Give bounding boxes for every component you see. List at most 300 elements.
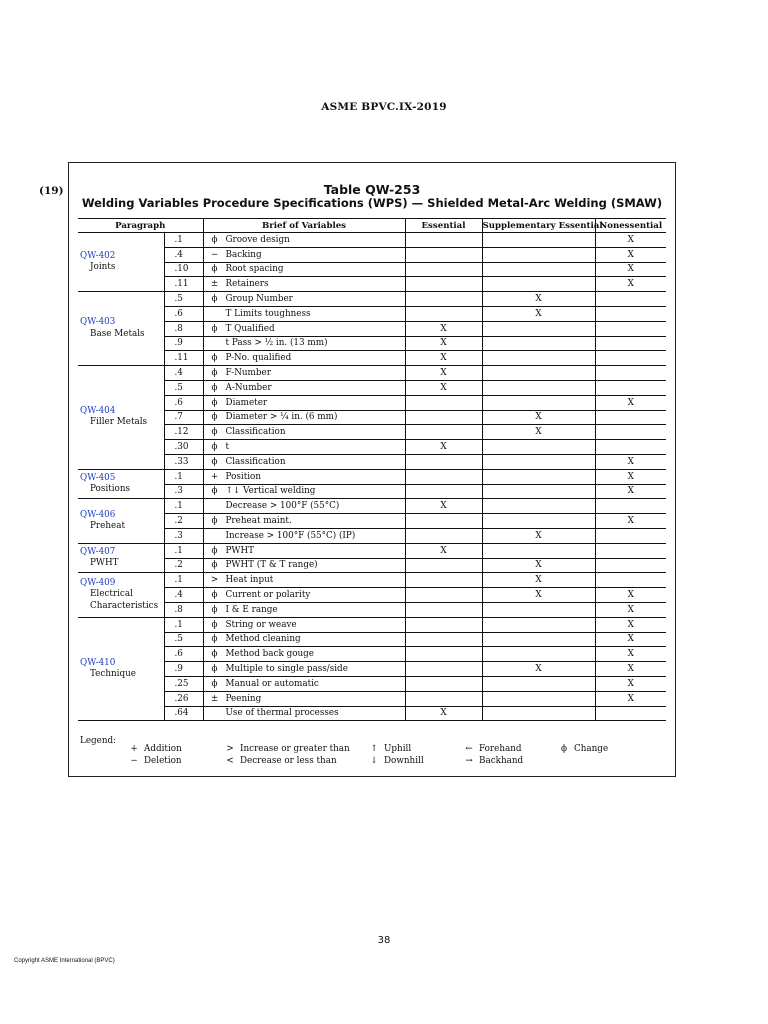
supplementary-cell: [482, 514, 595, 529]
variable-symbol: ϕ: [211, 412, 218, 423]
variable-number: .3: [164, 484, 203, 499]
table-row: [78, 380, 666, 395]
variable-number: .5: [164, 632, 203, 647]
supplementary-cell: [482, 321, 595, 336]
variable-text: T Qualified: [225, 323, 275, 334]
paragraph-group: [78, 366, 164, 470]
essential-cell: [405, 395, 482, 410]
supplementary-cell: X: [482, 292, 595, 307]
supplementary-cell: X: [482, 410, 595, 425]
table-row: [78, 233, 666, 248]
table-row: [78, 321, 666, 336]
paragraph-description: Joints: [90, 262, 116, 273]
variable-number: .4: [164, 247, 203, 262]
variable-brief: [203, 602, 405, 617]
variable-text: Retainers: [225, 279, 269, 290]
variable-brief: [203, 676, 405, 691]
table-row: [78, 292, 666, 307]
variable-brief: [203, 306, 405, 321]
variable-number: .2: [164, 514, 203, 529]
nonessential-cell: [595, 321, 666, 336]
table-subtitle: Welding Variables Procedure Specifications (WPS) — Shielded Metal-Arc Welding (SMAW): [81, 196, 663, 210]
col-header-essential: Essential: [405, 219, 482, 233]
variable-text: t: [225, 442, 230, 453]
table-title: Table QW-253: [323, 182, 421, 197]
nonessential-cell: X: [595, 676, 666, 691]
legend-glyph: <: [226, 756, 234, 766]
supplementary-cell: [482, 247, 595, 262]
variable-text: Heat input: [225, 575, 274, 586]
variable-number: .1: [164, 233, 203, 248]
legend-item: [368, 744, 411, 754]
paragraph-group: [78, 499, 164, 543]
legend-text: Increase or greater than: [240, 744, 350, 754]
nonessential-cell: X: [595, 617, 666, 632]
variable-symbol: ϕ: [211, 590, 218, 601]
essential-cell: X: [405, 336, 482, 351]
variable-brief: [203, 588, 405, 603]
variable-text: Method back gouge: [225, 649, 315, 660]
variable-brief: [203, 558, 405, 573]
table-row: [78, 528, 666, 543]
variable-text: Root spacing: [225, 264, 284, 275]
variable-text: Groove design: [225, 234, 290, 245]
supplementary-cell: X: [482, 528, 595, 543]
variable-number: .8: [164, 602, 203, 617]
essential-cell: [405, 233, 482, 248]
variable-text: Decrease > 100°F (55°C): [225, 501, 340, 512]
table-row: [78, 588, 666, 603]
variable-brief: [203, 233, 405, 248]
table-row: [78, 602, 666, 617]
supplementary-cell: [482, 632, 595, 647]
variable-symbol: ±: [210, 693, 219, 704]
variable-brief: [203, 543, 405, 558]
variable-symbol: ϕ: [211, 486, 218, 497]
nonessential-cell: [595, 351, 666, 366]
supplementary-cell: [482, 602, 595, 617]
essential-cell: X: [405, 351, 482, 366]
legend-glyph: ϕ: [561, 744, 567, 754]
variable-brief: [203, 366, 405, 381]
table-row: [78, 366, 666, 381]
variable-brief: [203, 632, 405, 647]
table-row: [78, 469, 666, 484]
variable-symbol: ϕ: [211, 678, 218, 689]
legend-glyph: ↑: [370, 744, 378, 754]
essential-cell: [405, 262, 482, 277]
supplementary-cell: X: [482, 306, 595, 321]
variable-text: t Pass > ½ in. (13 mm): [225, 338, 328, 349]
nonessential-cell: [595, 336, 666, 351]
variable-brief: [203, 262, 405, 277]
variable-brief: [203, 395, 405, 410]
table-row: [78, 647, 666, 662]
essential-cell: [405, 662, 482, 677]
paragraph-group: [78, 233, 164, 292]
legend-glyph: −: [130, 756, 138, 766]
supplementary-cell: [482, 499, 595, 514]
variable-symbol: +: [210, 471, 219, 482]
nonessential-cell: [595, 380, 666, 395]
supplementary-cell: X: [482, 425, 595, 440]
variable-symbol: ϕ: [211, 397, 218, 408]
variable-symbol: ϕ: [211, 442, 218, 453]
variable-symbol: >: [210, 575, 219, 586]
variable-number: .11: [164, 351, 203, 366]
nonessential-cell: X: [595, 277, 666, 292]
col-header-nonessential: Nonessential: [595, 219, 666, 233]
essential-cell: [405, 617, 482, 632]
nonessential-cell: X: [595, 691, 666, 706]
col-header-brief: Brief of Variables: [203, 219, 405, 233]
nonessential-cell: [595, 558, 666, 573]
paragraph-link[interactable]: QW-403: [80, 317, 116, 328]
table-body: [78, 233, 666, 721]
essential-cell: [405, 514, 482, 529]
paragraph-description: Preheat: [90, 521, 125, 532]
essential-cell: [405, 573, 482, 588]
legend-item: [224, 744, 350, 754]
running-header: ASME BPVC.IX-2019: [321, 101, 447, 113]
variable-brief: [203, 454, 405, 469]
variable-symbol: ϕ: [211, 353, 218, 364]
variable-text: Increase > 100°F (55°C) (IP): [225, 530, 356, 541]
variable-brief: [203, 528, 405, 543]
nonessential-cell: X: [595, 262, 666, 277]
essential-cell: [405, 558, 482, 573]
nonessential-cell: X: [595, 602, 666, 617]
nonessential-cell: [595, 440, 666, 455]
variable-brief: [203, 573, 405, 588]
table-row: [78, 676, 666, 691]
variable-text: ↑↓ Vertical welding: [225, 486, 316, 497]
variable-text: Classification: [225, 427, 286, 438]
variable-number: .6: [164, 647, 203, 662]
legend-title: Legend:: [80, 736, 117, 746]
paragraph-group: [78, 292, 164, 366]
legend-item: [224, 756, 337, 766]
legend-item: [463, 744, 522, 754]
table-row: [78, 691, 666, 706]
variable-number: .1: [164, 543, 203, 558]
variable-text: Position: [225, 471, 262, 482]
copyright-notice: Copyright ASME International (BPVC): [14, 958, 115, 964]
supplementary-cell: [482, 336, 595, 351]
supplementary-cell: X: [482, 558, 595, 573]
essential-cell: [405, 632, 482, 647]
essential-cell: [405, 588, 482, 603]
nonessential-cell: [595, 425, 666, 440]
variable-number: .8: [164, 321, 203, 336]
supplementary-cell: [482, 380, 595, 395]
nonessential-cell: [595, 528, 666, 543]
essential-cell: [405, 277, 482, 292]
nonessential-cell: X: [595, 395, 666, 410]
essential-cell: X: [405, 366, 482, 381]
supplementary-cell: [482, 676, 595, 691]
variable-symbol: ϕ: [211, 427, 218, 438]
variable-symbol: ϕ: [211, 649, 218, 660]
nonessential-cell: X: [595, 662, 666, 677]
variable-symbol: ϕ: [211, 382, 218, 393]
table-row: [78, 440, 666, 455]
variable-symbol: ϕ: [211, 634, 218, 645]
variable-symbol: ϕ: [211, 368, 218, 379]
variable-text: Peening: [225, 693, 262, 704]
essential-cell: [405, 410, 482, 425]
variable-text: Multiple to single pass/side: [225, 664, 348, 674]
table-row: [78, 336, 666, 351]
supplementary-cell: X: [482, 662, 595, 677]
paragraph-link[interactable]: QW-406: [80, 509, 116, 520]
col-header-paragraph: Paragraph: [78, 219, 203, 233]
legend-item: [128, 744, 182, 754]
table-row: [78, 617, 666, 632]
variable-symbol: ϕ: [211, 664, 218, 674]
variable-brief: [203, 247, 405, 262]
paragraph-link[interactable]: QW-405: [80, 472, 116, 483]
paragraph-group: [78, 543, 164, 573]
variable-text: PWHT: [225, 545, 255, 556]
supplementary-cell: [482, 395, 595, 410]
revision-mark: (19): [39, 185, 64, 197]
legend-glyph: →: [465, 756, 473, 766]
paragraph-description: Electrical: [90, 589, 133, 600]
variable-number: .4: [164, 588, 203, 603]
essential-cell: [405, 292, 482, 307]
variable-text: Use of thermal processes: [225, 708, 339, 719]
essential-cell: X: [405, 706, 482, 721]
table-row: [78, 395, 666, 410]
variable-brief: [203, 469, 405, 484]
nonessential-cell: [595, 306, 666, 321]
nonessential-cell: [595, 499, 666, 514]
variable-brief: [203, 410, 405, 425]
table-row: [78, 425, 666, 440]
variable-symbol: ±: [210, 279, 219, 290]
essential-cell: [405, 484, 482, 499]
variable-number: .5: [164, 380, 203, 395]
variable-symbol: ϕ: [211, 560, 218, 571]
variable-number: .9: [164, 336, 203, 351]
supplementary-cell: [482, 691, 595, 706]
paragraph-link[interactable]: QW-409: [80, 577, 116, 588]
paragraph-group: [78, 617, 164, 721]
variable-brief: [203, 484, 405, 499]
variable-brief: [203, 514, 405, 529]
variable-symbol: ϕ: [211, 294, 218, 305]
legend-text: Backhand: [479, 756, 524, 766]
essential-cell: [405, 647, 482, 662]
table-row: [78, 351, 666, 366]
paragraph-description: Technique: [90, 669, 136, 679]
essential-cell: [405, 676, 482, 691]
variable-number: .7: [164, 410, 203, 425]
table-row: [78, 454, 666, 469]
paragraph-link[interactable]: QW-410: [80, 657, 116, 668]
variable-number: .30: [164, 440, 203, 455]
supplementary-cell: [482, 233, 595, 248]
legend-glyph: ↓: [370, 756, 378, 766]
variable-symbol: ϕ: [211, 456, 218, 467]
essential-cell: [405, 306, 482, 321]
legend-text: Deletion: [144, 756, 182, 766]
variable-number: .33: [164, 454, 203, 469]
essential-cell: X: [405, 543, 482, 558]
variable-text: F-Number: [225, 368, 271, 379]
variable-brief: [203, 706, 405, 721]
paragraph-link[interactable]: QW-404: [80, 405, 116, 416]
essential-cell: [405, 602, 482, 617]
table-row: [78, 662, 666, 677]
legend-item: [368, 756, 424, 766]
col-header-supplementary: Supplementary Essential: [482, 220, 603, 231]
essential-cell: [405, 691, 482, 706]
variable-number: .9: [164, 662, 203, 677]
variable-number: .1: [164, 573, 203, 588]
paragraph-link[interactable]: QW-407: [80, 546, 116, 557]
paragraph-description: Positions: [90, 484, 131, 495]
nonessential-cell: X: [595, 247, 666, 262]
variable-text: Diameter > ¼ in. (6 mm): [225, 412, 338, 423]
variable-brief: [203, 499, 405, 514]
legend-item: [128, 756, 182, 766]
legend-text: Decrease or less than: [240, 756, 337, 766]
legend-glyph: ←: [465, 744, 473, 754]
essential-cell: [405, 247, 482, 262]
nonessential-cell: X: [595, 632, 666, 647]
variable-symbol: ϕ: [211, 264, 218, 275]
legend-glyph: >: [226, 744, 234, 754]
paragraph-description: Filler Metals: [90, 417, 148, 428]
variable-brief: [203, 662, 405, 677]
legend-item: [463, 756, 523, 766]
variable-brief: [203, 277, 405, 292]
supplementary-cell: [482, 617, 595, 632]
legend-text: Downhill: [384, 756, 424, 766]
variable-brief: [203, 617, 405, 632]
variable-text: A-Number: [225, 382, 272, 393]
nonessential-cell: [595, 543, 666, 558]
variable-number: .25: [164, 676, 203, 691]
welding-variables-table: [78, 218, 666, 721]
supplementary-cell: [482, 440, 595, 455]
variable-brief: [203, 691, 405, 706]
table-row: [78, 514, 666, 529]
variable-brief: [203, 336, 405, 351]
essential-cell: X: [405, 440, 482, 455]
legend-text: Forehand: [479, 744, 522, 754]
paragraph-link[interactable]: QW-402: [80, 250, 116, 261]
essential-cell: X: [405, 380, 482, 395]
variable-number: .4: [164, 366, 203, 381]
variable-text: PWHT (T & T range): [225, 560, 318, 571]
variable-brief: [203, 292, 405, 307]
variable-symbol: ϕ: [211, 545, 218, 556]
nonessential-cell: X: [595, 484, 666, 499]
nonessential-cell: [595, 706, 666, 721]
variable-text: Method cleaning: [225, 634, 301, 645]
variable-brief: [203, 440, 405, 455]
table-row: [78, 306, 666, 321]
variable-symbol: ϕ: [211, 234, 218, 245]
supplementary-cell: [482, 647, 595, 662]
supplementary-cell: [482, 366, 595, 381]
essential-cell: [405, 469, 482, 484]
variable-text: T Limits toughness: [225, 308, 311, 319]
variable-text: Group Number: [225, 294, 293, 305]
essential-cell: [405, 528, 482, 543]
variable-text: Manual or automatic: [225, 678, 319, 689]
variable-brief: [203, 647, 405, 662]
paragraph-description: Characteristics: [90, 600, 159, 611]
table-row: [78, 543, 666, 558]
variable-brief: [203, 425, 405, 440]
nonessential-cell: X: [595, 454, 666, 469]
paragraph-description: Base Metals: [90, 328, 145, 339]
legend-text: Uphill: [384, 744, 412, 754]
nonessential-cell: [595, 292, 666, 307]
variable-number: .64: [164, 706, 203, 721]
nonessential-cell: X: [595, 588, 666, 603]
supplementary-cell: [482, 454, 595, 469]
table-row: [78, 573, 666, 588]
supplementary-cell: [482, 469, 595, 484]
paragraph-description: PWHT: [90, 558, 119, 569]
variable-number: .12: [164, 425, 203, 440]
nonessential-cell: X: [595, 514, 666, 529]
table-row: [78, 410, 666, 425]
supplementary-cell: X: [482, 588, 595, 603]
variable-symbol: ϕ: [211, 619, 218, 630]
table-row: [78, 277, 666, 292]
variable-text: Classification: [225, 456, 286, 467]
variable-number: .3: [164, 528, 203, 543]
nonessential-cell: [595, 573, 666, 588]
variable-symbol: −: [210, 249, 219, 260]
supplementary-cell: X: [482, 573, 595, 588]
variable-symbol: ϕ: [211, 323, 218, 334]
variable-text: Backing: [225, 249, 262, 260]
supplementary-cell: [482, 706, 595, 721]
legend-glyph: +: [130, 744, 138, 754]
variable-text: Preheat maint.: [225, 516, 292, 527]
variable-brief: [203, 380, 405, 395]
nonessential-cell: X: [595, 233, 666, 248]
legend-text: Change: [574, 744, 609, 754]
table-row: [78, 558, 666, 573]
variable-text: Current or polarity: [225, 590, 311, 601]
essential-cell: X: [405, 321, 482, 336]
variable-number: .6: [164, 306, 203, 321]
table-row: [78, 247, 666, 262]
variable-number: .2: [164, 558, 203, 573]
variable-number: .10: [164, 262, 203, 277]
supplementary-cell: [482, 543, 595, 558]
variable-number: .1: [164, 499, 203, 514]
nonessential-cell: [595, 366, 666, 381]
supplementary-cell: [482, 277, 595, 292]
nonessential-cell: X: [595, 647, 666, 662]
legend-item: [558, 744, 608, 754]
variable-text: P-No. qualified: [225, 353, 292, 364]
page-number: 38: [377, 935, 391, 946]
table-row: [78, 484, 666, 499]
variable-number: .1: [164, 469, 203, 484]
table-row: [78, 706, 666, 721]
supplementary-cell: [482, 262, 595, 277]
